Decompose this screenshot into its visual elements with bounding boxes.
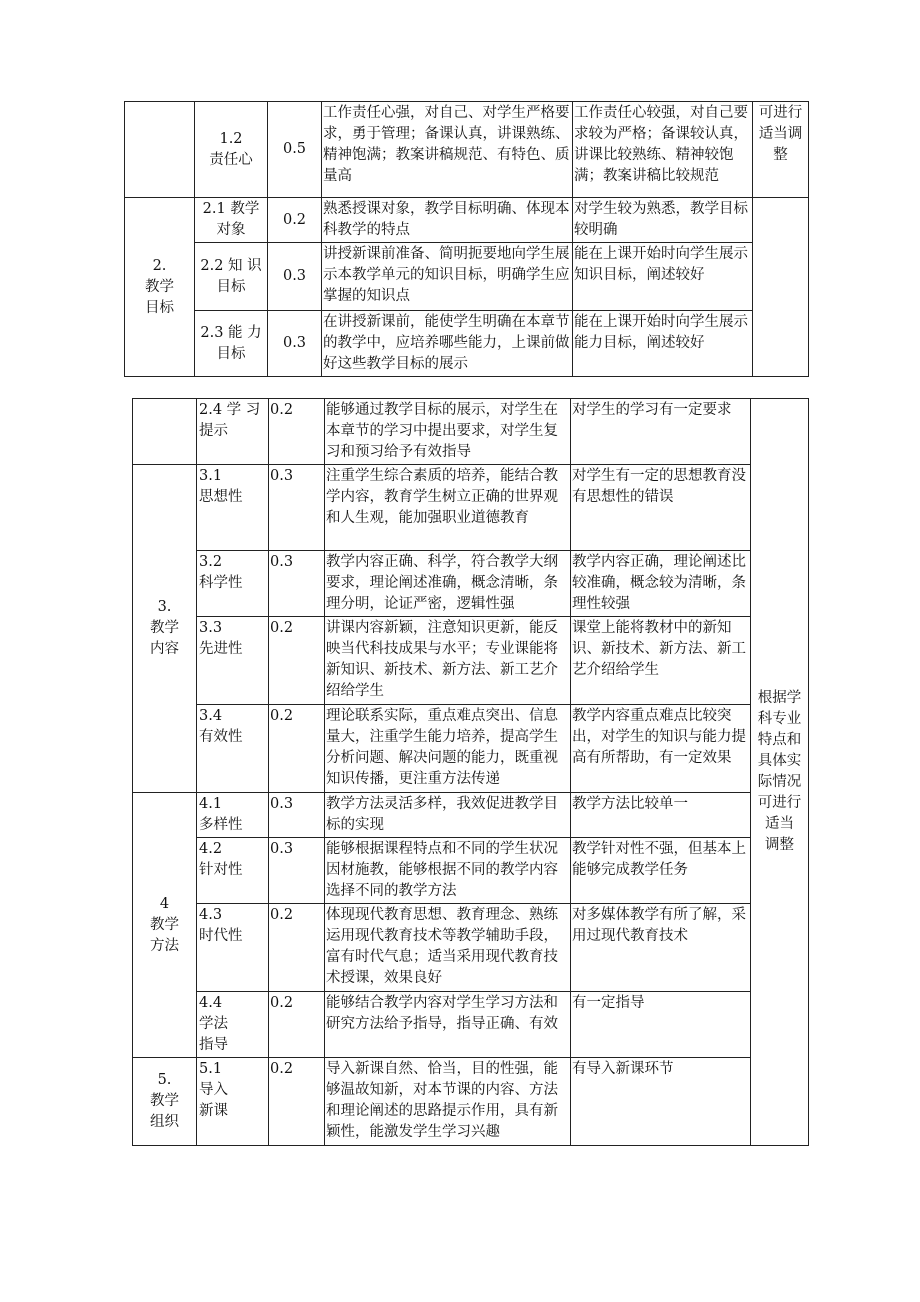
category-cell: 2. 教学 目标 — [125, 198, 195, 377]
good-criteria-cell: 教学内容重点难点比较突出，对学生的知识与能力提高有所帮助，有一定效果 — [571, 705, 751, 793]
excellent-criteria-cell: 在讲授新课前，能使学生明确在本章节的教学中，应培养哪些能力，上课前做好这些教学目标的展示 — [322, 311, 573, 377]
item-cell: 2.4 学 习 提示 — [197, 399, 269, 465]
category-cell: 4 教学 方法 — [133, 793, 197, 1058]
excellent-criteria-cell: 注重学生综合素质的培养，能结合教学内容，教育学生树立正确的世界观和人生观，能加强职业道德教育 — [325, 465, 571, 551]
weight-cell: 0.3 — [269, 838, 325, 904]
excellent-criteria-cell: 教学内容正确、科学，符合教学大纲要求，理论阐述准确，概念清晰，条理分明，论证严密，逻辑性强 — [325, 551, 571, 617]
evaluation-table-part-2 — [132, 398, 809, 1146]
excellent-criteria-cell: 理论联系实际，重点难点突出、信息量大，注重学生能力培养，提高学生分析问题、解决问题的能力，既重视知识传播，更注重方法传递 — [325, 705, 571, 793]
excellent-criteria-cell: 熟悉授课对象，教学目标明确、体现本科教学的特点 — [322, 198, 573, 243]
table-row — [133, 465, 809, 551]
remarks-cell-empty — [753, 198, 809, 377]
good-criteria-cell: 对学生较为熟悉，教学目标较明确 — [573, 198, 753, 243]
good-criteria-cell: 有导入新课环节 — [571, 1058, 751, 1146]
good-criteria-cell: 能在上课开始时向学生展示能力目标，阐述较好 — [573, 311, 753, 377]
excellent-criteria-cell: 能够结合教学内容对学生学习方法和研究方法给予指导，指导正确、有效 — [325, 992, 571, 1058]
item-cell: 3.1 思想性 — [197, 465, 269, 551]
category-cell: 3. 教学 内容 — [133, 465, 197, 793]
table-row — [133, 551, 809, 617]
item-cell: 3.3 先进性 — [197, 617, 269, 705]
item-cell: 4.1 多样性 — [197, 793, 269, 838]
item-cell: 2.3 能 力 目标 — [195, 311, 268, 377]
good-criteria-cell: 对学生的学习有一定要求 — [571, 399, 751, 465]
category-cell: 5. 教学 组织 — [133, 1058, 197, 1146]
item-cell: 2.1 教学 对象 — [195, 198, 268, 243]
weight-cell: 0.2 — [269, 705, 325, 793]
table-row — [133, 838, 809, 904]
weight-cell: 0.2 — [269, 904, 325, 992]
weight-cell: 0.3 — [269, 465, 325, 551]
weight-cell: 0.2 — [269, 1058, 325, 1146]
item-cell: 4.2 针对性 — [197, 838, 269, 904]
table-row — [125, 243, 809, 311]
weight-cell: 0.2 — [269, 992, 325, 1058]
good-criteria-cell: 课堂上能将教材中的新知识、新技术、新方法、新工艺介绍给学生 — [571, 617, 751, 705]
table-row — [133, 705, 809, 793]
good-criteria-cell: 能在上课开始时向学生展示知识目标，阐述较好 — [573, 243, 753, 311]
excellent-criteria-cell: 能够通过教学目标的展示，对学生在本章节的学习中提出要求，对学生复习和预习给予有效指导 — [325, 399, 571, 465]
table-row — [125, 311, 809, 377]
evaluation-table-part-1 — [124, 101, 809, 377]
table-row — [133, 617, 809, 705]
item-cell: 3.4 有效性 — [197, 705, 269, 793]
category-cell-empty — [125, 102, 195, 198]
table-row — [125, 198, 809, 243]
item-cell: 4.4 学法 指导 — [197, 992, 269, 1058]
weight-cell: 0.2 — [269, 617, 325, 705]
weight-cell: 0.3 — [268, 243, 322, 311]
item-cell: 2.2 知 识 目标 — [195, 243, 268, 311]
good-criteria-cell: 教学内容正确，理论阐述比较准确，概念较为清晰，条理性较强 — [571, 551, 751, 617]
weight-cell: 0.3 — [269, 793, 325, 838]
good-criteria-cell: 工作责任心较强，对自己要求较为严格；备课较认真，讲课比较熟练、精神较饱满；教案讲稿比较规范 — [573, 102, 753, 198]
category-cell-empty — [133, 399, 197, 465]
table-row — [133, 992, 809, 1058]
item-cell: 1.2 责任心 — [195, 102, 268, 198]
weight-cell: 0.3 — [268, 311, 322, 377]
remarks-cell: 根据学 科专业 特点和 具体实 际情况 可进行 适当 调整 — [751, 399, 809, 1146]
good-criteria-cell: 对学生有一定的思想教育没有思想性的错误 — [571, 465, 751, 551]
table-row — [133, 1058, 809, 1146]
good-criteria-cell: 教学方法比较单一 — [571, 793, 751, 838]
excellent-criteria-cell: 体现现代教育思想、教育理念、熟练运用现代教育技术等教学辅助手段，富有时代气息；适当采用现代教育技术授课，效果良好 — [325, 904, 571, 992]
weight-cell: 0.2 — [268, 198, 322, 243]
weight-cell: 0.3 — [269, 551, 325, 617]
good-criteria-cell: 有一定指导 — [571, 992, 751, 1058]
good-criteria-cell: 对多媒体教学有所了解，采用过现代教育技术 — [571, 904, 751, 992]
excellent-criteria-cell: 能够根据课程特点和不同的学生状况因材施教，能够根据不同的教学内容选择不同的教学方法 — [325, 838, 571, 904]
weight-cell: 0.5 — [268, 102, 322, 198]
excellent-criteria-cell: 工作责任心强，对自己、对学生严格要求，勇于管理；备课认真，讲课熟练、精神饱满；教案讲稿规范、有特色、质量高 — [322, 102, 573, 198]
item-cell: 5.1 导入 新课 — [197, 1058, 269, 1146]
excellent-criteria-cell: 讲课内容新颖，注意知识更新，能反映当代科技成果与水平；专业课能将新知识、新技术、新方法、新工艺介绍给学生 — [325, 617, 571, 705]
excellent-criteria-cell: 讲授新课前准备、简明扼要地向学生展示本教学单元的知识目标，明确学生应掌握的知识点 — [322, 243, 573, 311]
remarks-cell: 可进行 适当调 整 — [753, 102, 809, 198]
excellent-criteria-cell: 导入新课自然、恰当，目的性强，能够温故知新，对本节课的内容、方法和理论阐述的思路提示作用，具有新颖性，能激发学生学习兴趣 — [325, 1058, 571, 1146]
item-cell: 3.2 科学性 — [197, 551, 269, 617]
excellent-criteria-cell: 教学方法灵活多样，我效促进教学目标的实现 — [325, 793, 571, 838]
table-row — [133, 793, 809, 838]
table-row — [133, 904, 809, 992]
weight-cell: 0.2 — [269, 399, 325, 465]
table-row — [133, 399, 809, 465]
good-criteria-cell: 教学针对性不强，但基本上能够完成教学任务 — [571, 838, 751, 904]
table-row — [125, 102, 809, 198]
item-cell: 4.3 时代性 — [197, 904, 269, 992]
